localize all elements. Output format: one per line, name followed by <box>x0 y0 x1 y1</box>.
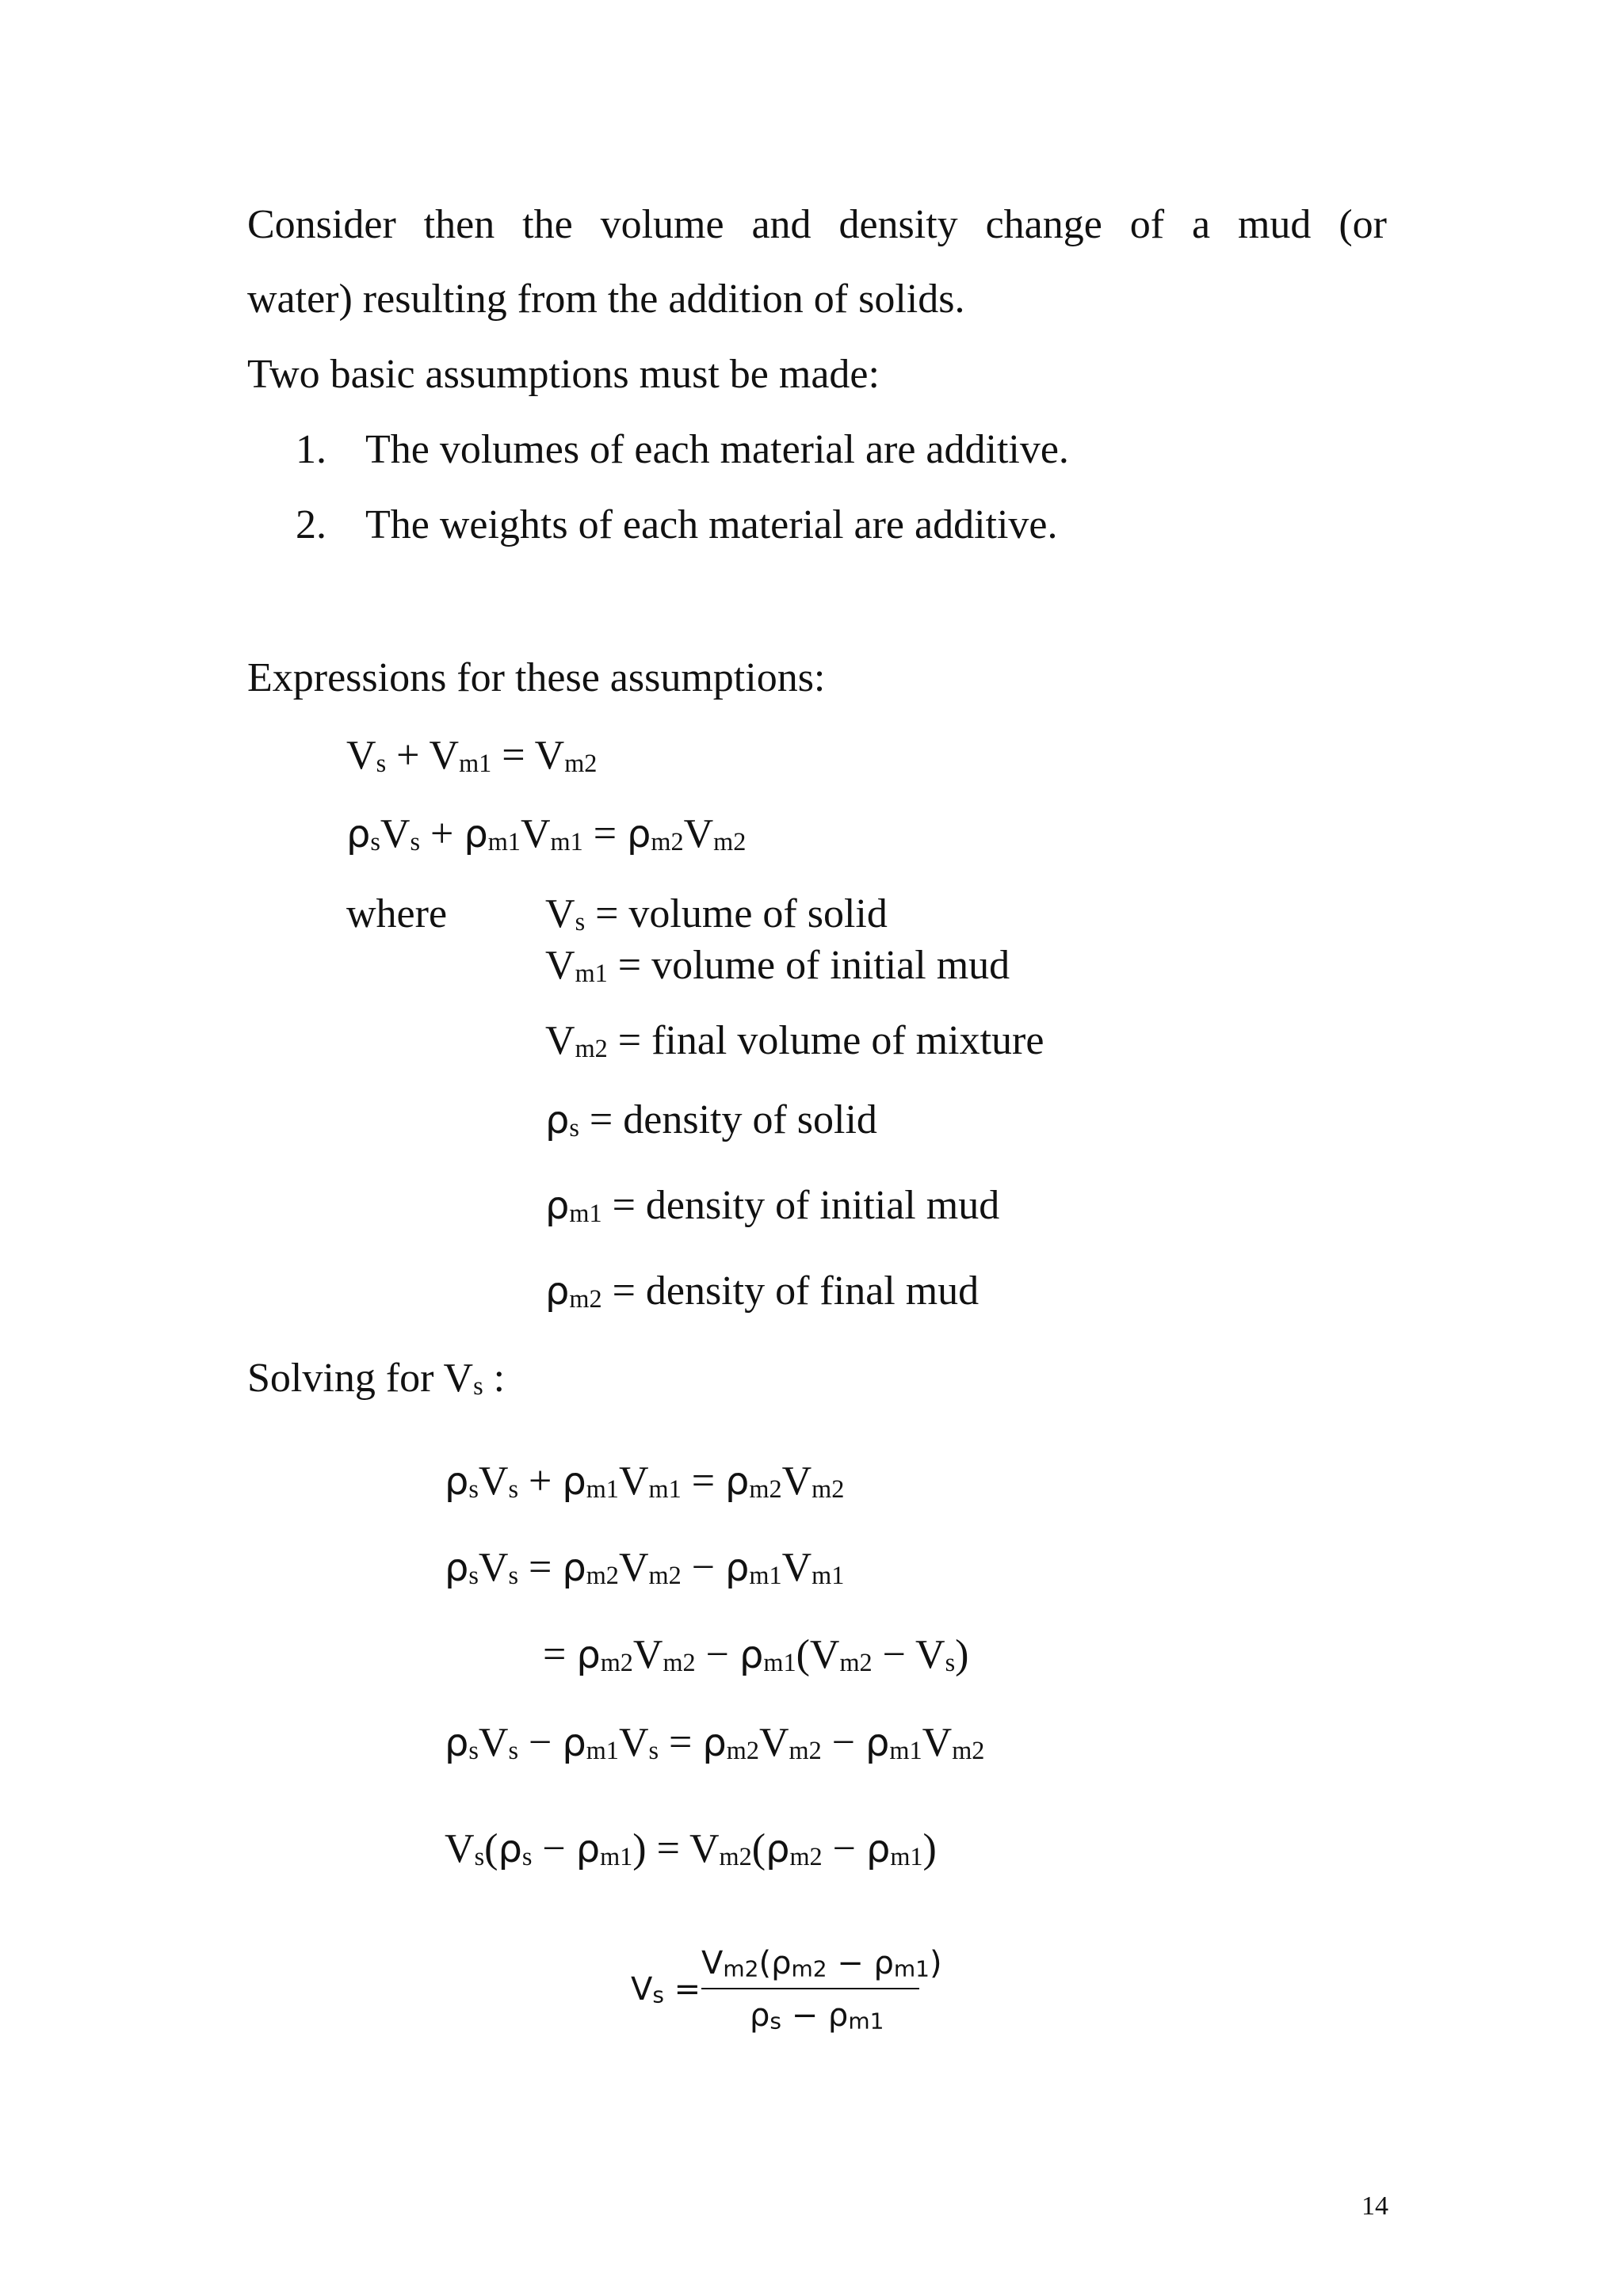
fraction-bar <box>701 1988 919 1989</box>
mass-equation: $\rho_sV_s + \rho_{m1}V_{m1} = \rho_{m2}V_{m2}$ <box>346 811 747 856</box>
formula-lhs: $V_s$ = <box>631 1971 701 2008</box>
intro-line-1: Consider then the volume and density change of a mud (or <box>247 202 1387 247</box>
page-number: 14 <box>1361 2191 1388 2221</box>
list-text: The volumes of each material are additive. <box>365 427 1069 472</box>
list-number: 1. <box>296 427 327 472</box>
definition-rho-s: $\rho_s$ = density of solid <box>545 1097 877 1142</box>
intro-line-2: water) resulting from the addition of solids. <box>247 277 965 322</box>
derivation-step-1: $\rho_sV_s + \rho_{m1}V_{m1} = \rho_{m2}V_{m2}$ <box>445 1459 845 1504</box>
formula-numerator: $V_{m2}(\rho_{m2} - \rho_{m1})$ <box>701 1945 942 1982</box>
derivation-step-4: $\rho_sV_s - \rho_{m1}V_s = \rho_{m2}V_{m2} - \rho_{m1}V_{m2}$ <box>445 1720 985 1765</box>
volume-equation: $V_s + V_{m1} = V_{m2}$ <box>346 733 598 778</box>
derivation-step-3: = $\rho_{m2}V_{m2} - \rho_{m1}(V_{m2} - V_s)$ <box>543 1632 969 1677</box>
derivation-step-2: $\rho_sV_s = \rho_{m2}V_{m2} - \rho_{m1}V_{m1}$ <box>445 1545 845 1590</box>
where-label: where <box>346 891 448 936</box>
expressions-heading: Expressions for these assumptions: <box>247 655 826 700</box>
definition-vm1: $V_{m1}$ = volume of initial mud <box>545 943 1010 988</box>
list-text: The weights of each material are additive. <box>365 502 1058 547</box>
definition-vm2: $V_{m2}$ = final volume of mixture <box>545 1018 1044 1063</box>
intro-line-3: Two basic assumptions must be made: <box>247 352 880 397</box>
solving-label: Solving for $V_s$ : <box>247 1356 506 1401</box>
derivation-step-5: $V_s(\rho_s - \rho_{m1}) = V_{m2}(\rho_{m2} - \rho_{m1})$ <box>445 1826 937 1871</box>
definition-rho-m1: $\rho_{m1}$ = density of initial mud <box>545 1183 1000 1228</box>
list-number: 2. <box>296 502 327 547</box>
definition-vs: $V_s$ = volume of solid <box>545 891 888 936</box>
formula-denominator: $\rho_s - \rho_{m1}$ <box>750 1997 884 2035</box>
definition-rho-m2: $\rho_{m2}$ = density of final mud <box>545 1268 980 1314</box>
